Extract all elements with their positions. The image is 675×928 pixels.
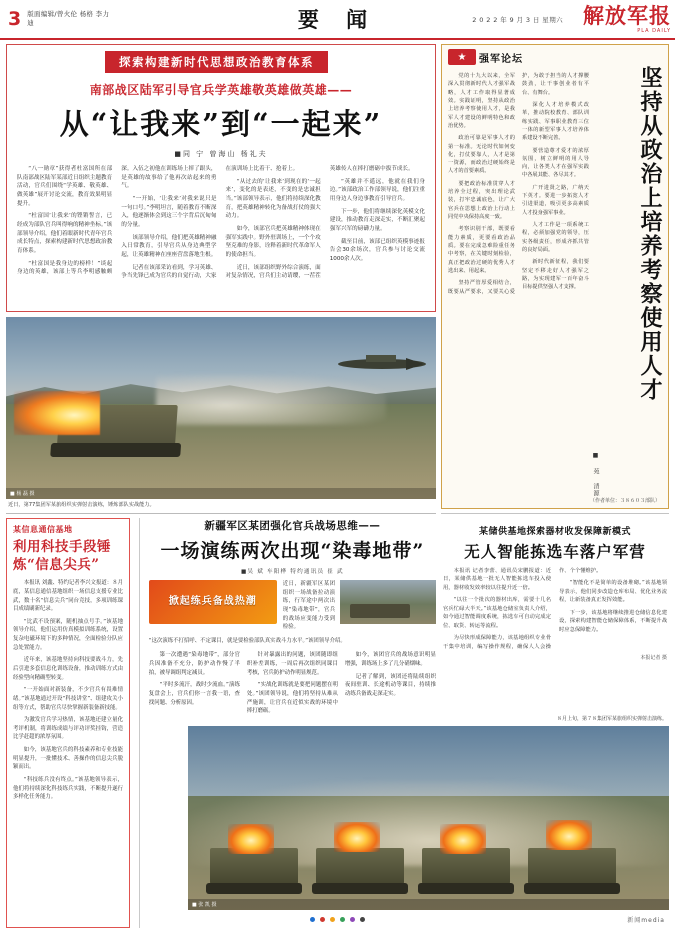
color-dot [340, 917, 345, 922]
paragraph: “一开始，‘让我来’对我来说只是一句口号。”李明坦言，随着教育不断深入，他逐渐体会到这三个字背后沉甸甸的分量。 [121, 195, 217, 228]
paragraph: “八一勋章”获得者杜富国所在部队南部战区陆军某部近日组织主题教育活动，官兵们围绕“学英雄、敬英雄、做英雄”展开讨论交流，教育效果明显提升。 [17, 166, 113, 207]
page-number: 3 [8, 7, 22, 30]
logo-subtitle: PLA DAILY [637, 27, 671, 34]
logo-text: 解放军报 [583, 2, 671, 28]
editor-credits: 版面编辑/曾火伦 杨格 李力迪 [27, 10, 110, 27]
sidebar-headline: 利用科技手段锤炼“信息尖兵” [13, 538, 111, 574]
forum-tag [448, 49, 523, 65]
paragraph: 为尽快形成保障能力，该基地组织专业骨干集中培训，编写操作规程，确保人人会操作、个个懂维护。 [443, 567, 602, 650]
paragraph: 记者在该部采访看到，学习英雄、争当先锋已成为官兵的自觉行动，大家在演训场上比着干、抢着上。 [121, 166, 299, 280]
paragraph: 近日，新疆军区某团组织一场战备拉动演练，行军途中两次出现“染毒地带”，官兵的战场应变能力受到检验。 [282, 581, 335, 631]
paragraph: 为激发官兵学习热情，该基地还建立量化考评机制，将训练成绩与评功评奖挂钩，营造比学赶超的浓厚氛围。 [13, 717, 123, 741]
forum-headline: 坚持从政治上培养考察使用人才 [637, 66, 663, 402]
mid-inline-photo [340, 580, 436, 624]
right-headline: 无人智能拣选车落户军营 [464, 541, 646, 561]
lead-shoulder-headline: 南部战区陆军引导官兵学英雄敬英雄做英雄—— [89, 83, 353, 97]
paragraph: 深化人才培养模式改革，推动院校教育、部队训练实践、军事职业教育三位一体的新型军事人才培养体系建设不断完善。 [522, 101, 589, 142]
paragraph: 本报讯 记者李蕾、通讯员宋鹏报道：近日，某储供基地一批无人智能拣选车投入使用，器材收发效率较以往提升近一倍。 [443, 567, 551, 591]
paragraph: “杜富国‘让我来’的铿锵誓言，已经成为部队官兵叫得响的精神坐标。”该部领导介绍，他们着眼新时代青年官兵成长特点，探索构建新时代思想政治教育体系。 [17, 213, 113, 254]
sidebar-kicker: 某信息通信基地 [13, 524, 73, 534]
forum-author: ■ 苑 清源 [592, 452, 599, 497]
mid-body-top [149, 580, 436, 646]
photo-vehicle [316, 848, 404, 884]
right-article [441, 524, 669, 661]
photo-muzzle-flame [14, 391, 100, 435]
footer [0, 910, 675, 928]
color-dot [350, 917, 355, 922]
page-title: 要 闻 [297, 8, 378, 32]
paragraph: 考察识别干部，既要看能力素质，更要看政治品质。要在完成急难险重任务中考察，在关键时刻检验，真正把政治过硬的优秀人才选出来、用起来。 [448, 226, 515, 274]
lead-article [6, 44, 436, 312]
sidebar-article [6, 518, 130, 928]
bottom-photo-credit: ８月上旬，第７８集团军某旅组织实弹射击演练。 [556, 716, 667, 722]
photo-muzzle-flame [334, 822, 380, 852]
paragraph: “智能化不是简单的设备堆砌。”该基地领导表示，他们同步改造仓库布局、优化业务流程，让新装备真正发挥效能。 [559, 580, 667, 604]
forum-body [448, 72, 589, 503]
right-signature: 本报记者 摄 [640, 655, 667, 662]
photo-smoke [156, 375, 386, 425]
publication-date: 2 0 2 2 年 9 月 3 日 星期六 [472, 15, 563, 24]
photo-vehicle [528, 848, 616, 884]
section-divider [441, 513, 669, 514]
paragraph: 截至目前，该部已组织英模事迹报告会30余场次，官兵参与讨论交流1000余人次。 [329, 238, 425, 262]
lead-byline: ■同 宁 曾海山 杨礼夫 [174, 150, 268, 158]
paragraph: 下一步，他们将继续深化英模文化建设，推动教育走深走实，不断汇聚起强军兴军的磅礴力量。 [329, 208, 425, 232]
paragraph: “这次演练不打招呼、不定课目，就是要检验部队真实战斗力水平。”该团领导介绍。 [148, 638, 346, 645]
mid-body-columns [149, 651, 436, 715]
paragraph: 下一步，该基地将继续推进仓储信息化建设，探索构建智能仓储保障体系，不断提升战时应急保障能力。 [559, 609, 667, 633]
forum-tag-label: 强军论坛 [479, 53, 523, 65]
star-icon: ★ [448, 49, 476, 65]
paragraph: “一开始面对新装备，不少官兵有畏难情绪。”该基地通过开设“科技讲堂”、组建攻关小组等方式，帮助官兵尽快掌握新装备新技能。 [13, 687, 123, 711]
photo-muzzle-flame [440, 824, 486, 854]
mid-shoulder-headline: 新疆军区某团强化官兵战场思维—— [204, 519, 381, 532]
color-dot [320, 917, 325, 922]
forum-article [441, 44, 669, 509]
forum-signature: （作者单位：３８６０３部队） [589, 498, 660, 504]
paragraph: 如今，该团官兵的战场意识明显增强，训练场上多了几分硝烟味。 [344, 652, 436, 668]
paragraph: “平时多流汗，战时少流血。”演练复盘会上，官兵们你一言我一语，查找问题、分析原因。 [148, 682, 240, 706]
paragraph: 本报讯 刘鑫、特约记者李兴文报道：８月底，某信息通信基地组织一场信息支援专业比武，数十名“信息尖兵”同台竞技，多项训练课目成绩刷新纪录。 [13, 580, 123, 613]
color-dot [360, 917, 365, 922]
promo-banner [149, 580, 277, 624]
photo-overlay-credit: ■ 杨 磊 摄 [6, 488, 436, 499]
paragraph: “英雄并不遥远，他就在我们身边。”该部政治工作部领导说，他们注重用身边人身边事教育引导官兵。 [329, 178, 425, 202]
paragraph: 党的十九大以来，全军深入贯彻新时代人才强军战略，人才工作取得显著成效。实践证明，坚持从政治上培养考察使用人才，是我军人才建设的鲜明特色和政治优势。 [448, 73, 515, 129]
paragraph: 如今，该基地官兵的科技素养和专业技能明显提升，一批懂技术、善操作的信息尖兵脱颖而出。 [13, 747, 123, 771]
photo-muzzle-flame [228, 824, 274, 854]
paragraph: 政治可靠是军事人才的第一标准。无论时代如何变化，打仗要靠人，人才是第一资源，而政治过硬始终是人才的首要素质。 [448, 135, 515, 175]
masthead [0, 0, 675, 40]
footer-label: 新闻media [627, 916, 665, 924]
paragraph: “从过去的‘让我来’到现在的‘一起来’，变化的是表述，不变的是忠诚担当。”该部领导表示，他们将持续深化教育，把英雄精神转化为备战打仗的强大动力。 [225, 178, 321, 220]
photo-muzzle-flame [546, 820, 592, 850]
paragraph: “比武不设预案，随机抽点号手。”该基地领导介绍，他们运用仿真模拟训练系统，设置复杂电磁环境下的多种情况，全面检验分队应急处置能力。 [13, 618, 123, 651]
paragraph: 要营造尊才爱才的浓厚氛围，树立鲜明的用人导向，让各类人才在强军实践中各展其能、各尽其才。 [522, 147, 589, 179]
paragraph: “实战化训练就是要把问题摆在明处。”该团领导说，他们将坚持从难从严施训，让官兵在近似实战的环境中摔打磨砺。 [246, 682, 338, 715]
photo-overlay-credit: ■ 张 凯 摄 [188, 899, 669, 910]
lead-body [17, 165, 425, 303]
paragraph: 新时代新征程，我们要坚定不移走好人才强军之路，为实现建军一百年奋斗目标提供坚强人才支撑。 [522, 259, 589, 291]
paragraph: 坚持严管厚爱相结合，既要从严要求，又要关心爱护，为敢于担当的人才撑腰鼓劲，让干事创业者有平台、有舞台。 [448, 73, 589, 295]
paragraph: 人才工作是一项系统工程，必须加强党的领导，压实各级责任，形成齐抓共管的良好局面。 [522, 222, 589, 253]
lead-headline: 从“让我来”到“一起来” [59, 107, 383, 141]
missile-icon [336, 351, 428, 377]
paragraph: 第一次遭遇“染毒地带”，部分官兵因准备不充分，防护动作慢了半拍，被导调组判定减员。 [148, 652, 240, 676]
sidebar-body [13, 579, 123, 802]
paragraph: “科技练兵没有终点。”该基地领导表示，他们将持续深化科技练兵实践，不断提升遂行多样化任务能力。 [13, 777, 123, 801]
right-body [443, 567, 667, 651]
promo-banner-label: 掀起练兵备战热潮 [168, 596, 257, 608]
lead-photo-caption: 近日，第77集团军某旅组织实弹射击演练，锤炼部队实战能力。 [6, 499, 436, 514]
mid-byline: ■吴 斌 车阳桦 特约通讯员 崔 武 [240, 568, 344, 575]
paragraph: “杜富国是我身边的榜样！”谈起身边的英雄，该部上等兵李明感触颇深。入伍之初他在训练场上摔了跟头，是英雄的故事给了他再次站起来的勇气。 [17, 166, 217, 276]
paragraph: 针对暴露出的问题，该团随即组织补差训练，一周后再次组织同课目考核，官兵防护动作明显规范。 [246, 652, 338, 676]
paragraph: 如今，该部官兵把英雄精神体现在强军实践中。野外驻训场上，一个个攻坚克难的身影，诠释着新时代革命军人的使命担当。 [225, 225, 321, 258]
right-shoulder-headline: 某储供基地探索器材收发保障新模式 [478, 526, 631, 537]
bottom-photo [188, 726, 669, 910]
color-dot [310, 917, 315, 922]
color-dot [330, 917, 335, 922]
paragraph: 近日，该部组织野外综合演练，面对复杂情况，官兵们主动请缨，一茬茬英雄传人在摔打磨砺中拔节成长。 [225, 166, 414, 280]
paragraph: 近年来，该基地坚持向科技要战斗力，先后引进多套信息化训练设备，推动训练方式由经验型向精确型转变。 [13, 657, 123, 681]
lead-banner: 探索构建新时代思想政治教育体系 [105, 51, 328, 73]
paragraph: 记者了解到，该团还将陆续组织夜间驻训、长途机动等课目，持续推动练兵备战走深走实。 [344, 673, 436, 698]
paragraph: 要把政治标准贯穿人才培养全过程，突出理论武装，打牢忠诚底色，让广大官兵在思想上政治上行动上同党中央保持高度一致。 [448, 180, 515, 220]
paragraph: 该部领导介绍，他们把英雄精神融入日常教育，引导官兵从身边典型学起，让英雄精神在座座营盘落地生根。 [121, 234, 217, 258]
paragraph: 广开进贤之路，广纳天下英才。要进一步拓宽人才引进渠道，吸引更多高素质人才投身强军事业。 [522, 184, 589, 216]
lead-photo [6, 317, 436, 499]
newspaper-logo [567, 2, 671, 36]
mid-headline: 一场演练两次出现“染毒地带” [160, 539, 425, 562]
paragraph: “以往一个批次的器材出库，需要十几名官兵忙碌大半天。”该基地仓储室负责人介绍，如今通过智能调度系统，拣选车可自动完成定位、取货、转运等流程。 [443, 597, 551, 629]
column-divider [139, 518, 140, 928]
